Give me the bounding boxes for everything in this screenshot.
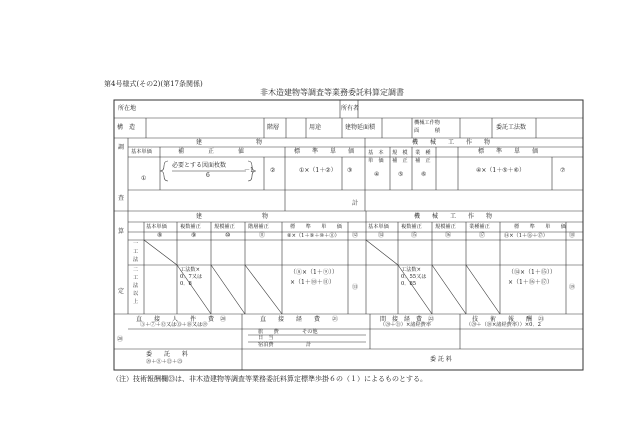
- calc-mark-17: ⑰: [479, 232, 486, 239]
- form-number: 第4号様式(その2)(第17条関係): [104, 80, 203, 88]
- survey-mark-4: ④: [374, 171, 380, 178]
- method1-2: 工: [133, 249, 139, 255]
- count-m2: 0．55又は: [401, 274, 427, 280]
- formula-m2: ×（1＋⑯＋⑰）: [508, 279, 553, 286]
- travel: 旅 費: [258, 329, 279, 335]
- survey-mark-5: ⑤: [398, 171, 404, 178]
- survey-scale-corr-1: 規 模: [392, 150, 408, 156]
- tech-fee-formula: （⑳＋（⑳×諸経費率））×0．2: [466, 322, 541, 328]
- method2-2: 工: [133, 275, 139, 281]
- survey-unit-price-machine: 標 準 単 価: [478, 148, 539, 155]
- survey-six: 6: [206, 172, 210, 179]
- mark-20: ⑳: [117, 336, 124, 343]
- lodging: 宿泊費: [258, 342, 274, 348]
- formula-m1: （⑭×（1＋⑮））: [508, 269, 556, 276]
- calc-scale-corr-m: 規模補正: [435, 224, 456, 230]
- footnote: （注）技術報酬欄㉓は、非木造建物等調査等業務委託料算定標準歩掛６の（１）によるものとする。: [112, 375, 427, 383]
- total-fee-label: 委 託 料: [430, 356, 452, 363]
- survey-machine-header: 機 械 工 作 物: [412, 139, 491, 146]
- indirect-formula: （⑳＋㉑）×諸経費率: [380, 322, 432, 328]
- side-calc-2: 定: [118, 288, 125, 295]
- survey-base-price: 基本単価: [131, 149, 152, 155]
- method1-1: 一: [133, 241, 139, 247]
- survey-minus-one: －1: [244, 167, 254, 174]
- calc-industry-corr-m: 業種補正: [469, 224, 490, 230]
- calc-mark-16: ⑯: [445, 232, 452, 239]
- label-floor-area: 建物延面積: [345, 124, 376, 131]
- survey-mark-1: ①: [141, 175, 147, 182]
- label-floors: 階層: [267, 124, 280, 131]
- survey-formula-1: ①×（1＋②）: [299, 167, 337, 174]
- calc-mark-13: ⑬: [352, 284, 359, 291]
- label-owner: 所有者: [341, 105, 360, 112]
- calc-mark-9: ⑨: [191, 232, 197, 239]
- label-location: 所在地: [118, 105, 137, 112]
- method1-3: 法: [133, 257, 139, 263]
- survey-needed-drawings: 必要とする図面枚数: [172, 162, 227, 169]
- calc-mark-15: ⑮: [411, 232, 418, 239]
- survey-building-header: 建 物: [196, 139, 263, 146]
- label-use: 用途: [309, 124, 322, 131]
- formula-b1: （⑧×（1＋⑨））: [290, 269, 338, 276]
- survey-mark-3: ③: [347, 167, 353, 174]
- indirect: 間 接 経 費 ㉒: [380, 316, 435, 323]
- calc-formula-18: ⑭×（1＋⑯＋⑰）: [504, 233, 548, 239]
- calc-multi-corr-m: 複数補正: [401, 224, 422, 230]
- survey-mark-2: ②: [270, 167, 276, 174]
- calc-base-price-m: 基本単価: [368, 224, 389, 230]
- label-machine-area-2: 面 積: [414, 128, 440, 134]
- calc-mark-12: ⑫: [352, 232, 359, 239]
- calc-mark-11: ⑪: [259, 232, 266, 239]
- direct-expense: 直 接 経 費 ㉑: [260, 316, 339, 323]
- survey-industry-corr-1: 業 種: [415, 150, 431, 156]
- tech-fee: 技 術 報 酬 ㉓: [472, 316, 545, 323]
- survey-scale-corr-2: 補 正: [392, 158, 408, 164]
- method2-5: 上: [133, 299, 139, 305]
- direct-personnel-formula: ③＋⑦＋⑫又は⑬＋⑱又は⑲: [140, 322, 208, 328]
- survey-total: 計: [352, 200, 359, 207]
- count-m3: 0．85: [401, 281, 417, 287]
- subtotal: 計: [306, 342, 312, 348]
- survey-formula-2: ④×（1＋⑤＋⑥）: [476, 167, 525, 174]
- side-survey-2: 査: [118, 195, 125, 202]
- formula-b2: ×（1＋⑩＋⑪）: [290, 279, 335, 286]
- calc-unit-price: 標 準 単 価: [290, 224, 342, 230]
- count-3: 0．8: [180, 281, 192, 287]
- survey-base-price-m2: 単 価: [368, 158, 384, 164]
- total-fee: 委 託 料: [146, 351, 189, 358]
- method2-1: 二: [133, 267, 139, 273]
- calc-mark-19: ⑲: [569, 284, 576, 291]
- calc-unit-price-m: 標 準 単 価: [514, 224, 566, 230]
- calc-machine-header: 機 械 工 作 物: [414, 213, 493, 220]
- survey-mark-7: ⑦: [560, 167, 566, 174]
- survey-base-price-m1: 基 本: [368, 150, 384, 156]
- other: その他: [302, 329, 318, 335]
- calc-base-price: 基本単価: [146, 224, 167, 230]
- calc-mark-8: ⑧: [157, 232, 163, 239]
- label-structure: 構 造: [117, 124, 136, 131]
- count-1: 工法数×: [180, 267, 200, 273]
- calc-scale-corr: 規模補正: [214, 224, 235, 230]
- label-method-count: 委託工法数: [496, 124, 527, 131]
- survey-unit-price: 標 準 単 価: [294, 148, 355, 155]
- count-m1: 工法数×: [401, 267, 421, 273]
- survey-mark-6: ⑥: [421, 171, 427, 178]
- daily: 日 当: [258, 335, 274, 341]
- page-title: 非木造建物等調査等業務委託料算定調書: [260, 88, 404, 97]
- total-fee-formula: ⑳＋㉑＋㉒＋㉓: [146, 359, 183, 365]
- calc-floor-corr: 階層補正: [248, 224, 269, 230]
- calc-building-header: 建 物: [196, 213, 269, 220]
- method2-3: 法: [133, 283, 139, 289]
- count-2: 0．7又は: [180, 274, 203, 280]
- calc-mark-10: ⑩: [225, 232, 231, 239]
- survey-industry-corr-2: 補 正: [415, 158, 431, 164]
- calc-formula-12: ⑧×（1＋⑨＋⑩＋⑪）: [287, 233, 340, 239]
- side-survey-1: 調: [118, 144, 125, 151]
- calc-mark-14: ⑭: [378, 232, 385, 239]
- survey-correction: 補 正 値: [178, 148, 245, 155]
- direct-personnel: 直 接 人 件 費 ⑳: [136, 316, 227, 323]
- calc-mark-18: ⑱: [569, 232, 576, 239]
- calc-multi-corr: 複数補正: [180, 224, 201, 230]
- side-calc-1: 算: [118, 228, 125, 235]
- method2-4: 以: [133, 291, 139, 297]
- label-machine-area-1: 機械工作物: [414, 120, 440, 126]
